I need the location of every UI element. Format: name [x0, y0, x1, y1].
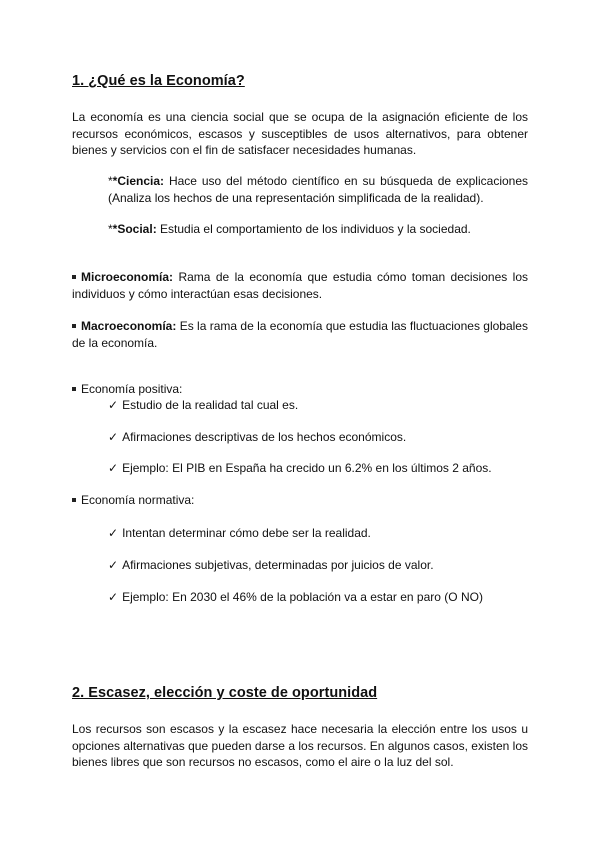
macro-definition: [72, 318, 528, 351]
check-icon: ✓: [108, 558, 119, 572]
bullet-square-icon: [72, 387, 76, 391]
macro-label: Macroeconomía:: [81, 319, 177, 333]
ciencia-text: Hace uso del método científico en su búsqueda de explicaciones (Analiza los hechos de una representación simplificada de la realidad).: [108, 174, 529, 205]
check-icon: ✓: [108, 590, 119, 604]
social-definition: **Social: Estudia el comportamiento de los individuos y la sociedad.: [108, 222, 471, 236]
bullet-square-icon: [72, 275, 76, 279]
social-text: Estudia el comportamiento de los individuos y la sociedad.: [160, 222, 471, 236]
ciencia-label: *Ciencia:: [112, 174, 165, 188]
check-icon: ✓: [108, 526, 119, 540]
normativa-item: ✓ Afirmaciones subjetivas, determinadas por juicios de valor.: [108, 558, 434, 572]
normativa-heading: Economía normativa:: [72, 492, 194, 508]
section-2-title: 2. Escasez, elección y coste de oportunidad: [72, 685, 378, 701]
positiva-item: ✓ Afirmaciones descriptivas de los hechos económicos.: [108, 430, 407, 444]
micro-label: Microeconomía:: [81, 270, 174, 284]
bullet-square-icon: [72, 324, 76, 328]
check-icon: ✓: [108, 430, 119, 444]
normativa-item: ✓ Intentan determinar cómo debe ser la realidad.: [108, 526, 371, 540]
positiva-item: ✓ Estudio de la realidad tal cual es.: [108, 398, 299, 412]
social-label: *Social:: [112, 222, 157, 236]
macro-text: Es la rama de la economía que estudia las fluctuaciones globales de la economía.: [72, 319, 528, 350]
section-1-title: 1. ¿Qué es la Economía?: [72, 73, 245, 89]
micro-text: Rama de la economía que estudia cómo toman decisiones los individuos y cómo interactúan esas decisiones.: [72, 270, 528, 301]
normativa-item: ✓ Ejemplo: En 2030 el 46% de la población va a estar en paro (O NO): [108, 590, 483, 604]
check-icon: ✓: [108, 398, 119, 412]
positiva-heading: Economía positiva:: [72, 381, 182, 397]
ciencia-definition: **Ciencia: Hace uso del método científico en su búsqueda de explicaciones (Analiza los hechos de una representación simplificada de la realidad).: [108, 174, 529, 205]
check-icon: ✓: [108, 461, 119, 475]
bullet-square-icon: [72, 498, 76, 502]
scarcity-paragraph: Los recursos son escasos y la escasez hace necesaria la elección entre los usos u opciones alternativas que pueden darse a los recursos. En algunos casos, existen los bienes libres que son recursos no escasos, como el aire o la luz del sol.: [72, 722, 528, 769]
micro-definition: [72, 269, 528, 302]
intro-paragraph: La economía es una ciencia social que se ocupa de la asignación eficiente de los recursos económicos, escasos y susceptibles de usos alternativos, para obtener bienes y servicios con el fin de satisfacer necesidades humanas.: [72, 110, 528, 157]
positiva-item: ✓ Ejemplo: El PIB en España ha crecido un 6.2% en los últimos 2 años.: [108, 461, 492, 475]
